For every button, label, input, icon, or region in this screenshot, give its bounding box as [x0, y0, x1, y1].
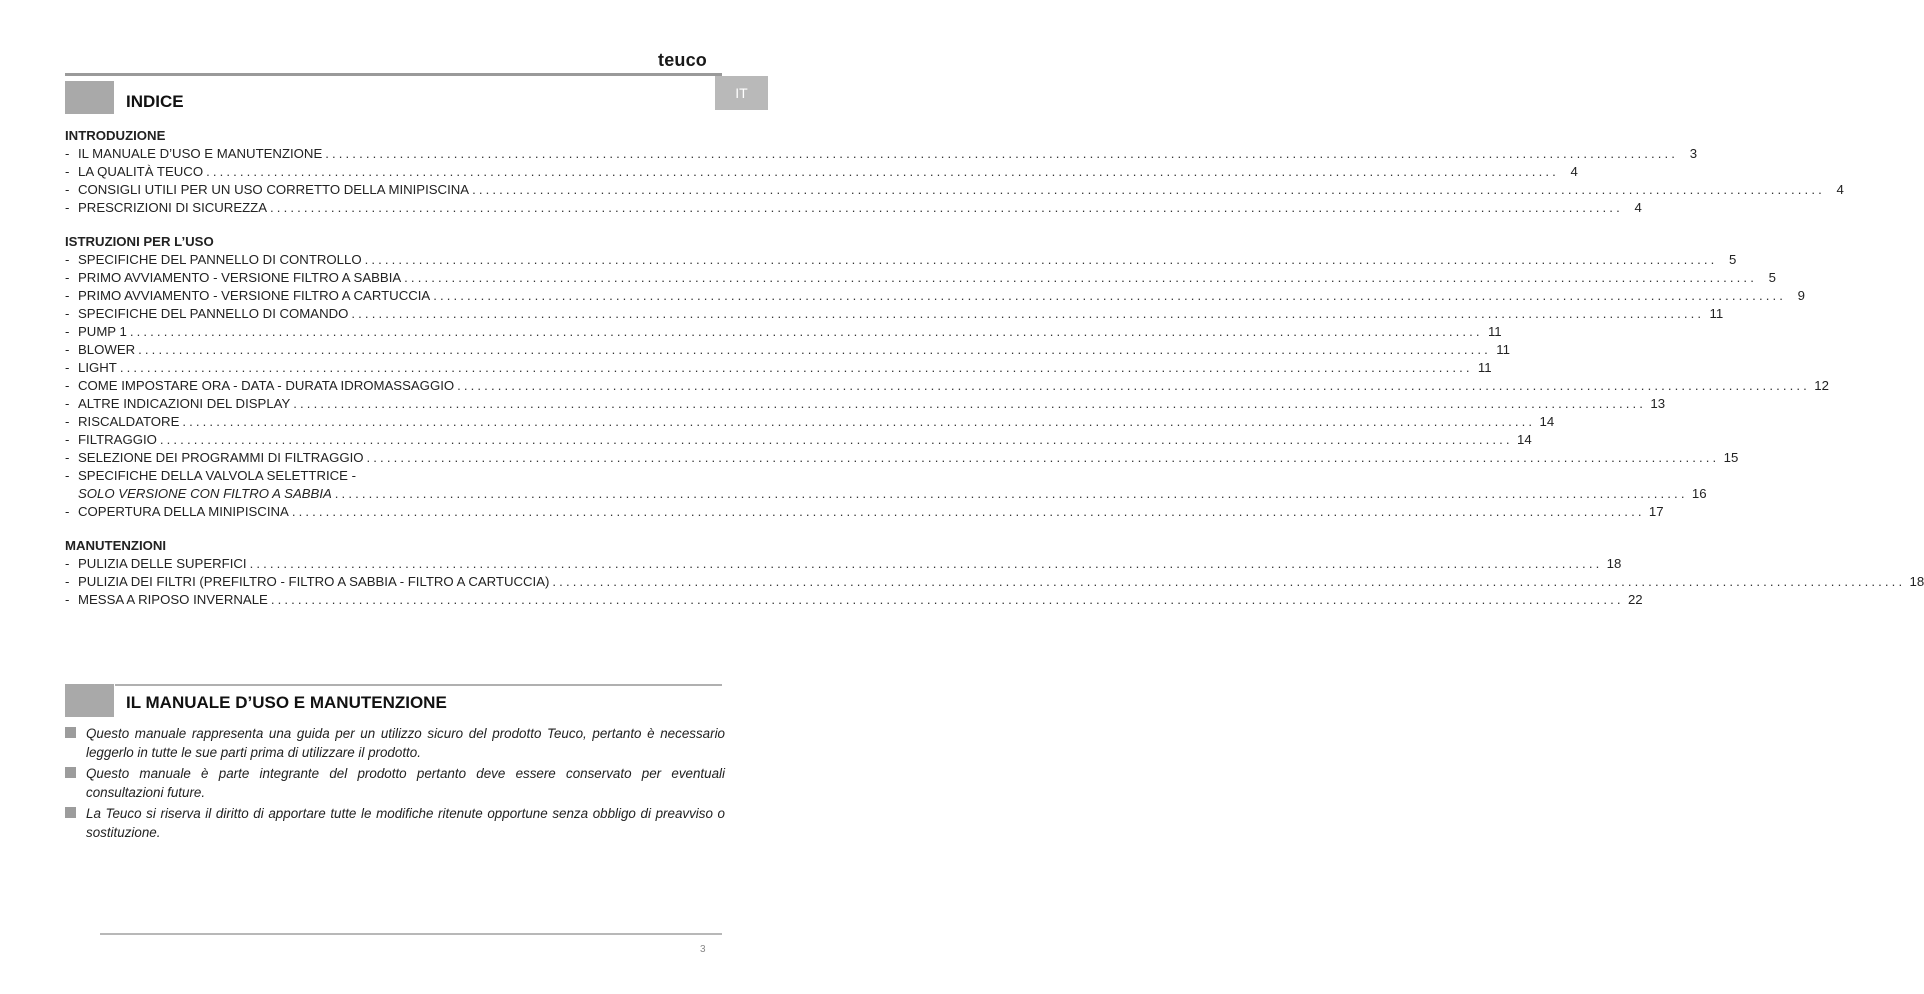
toc-entry-dash: - [65, 432, 70, 447]
toc-entry-label: SPECIFICHE DELLA VALVOLA SELETTRICE - [78, 468, 357, 483]
toc-entry-dash: - [65, 504, 70, 519]
note-text: Questo manuale è parte integrante del prodotto pertanto deve essere conservato per eventuali consultazioni future. [86, 766, 725, 800]
note-text: La Teuco si riserva il diritto di apportare tutte le modifiche ritenute opportune senza obbligo di preavviso o sostituzione. [86, 806, 725, 840]
toc-entry [65, 377, 1829, 395]
toc-entry-label: ALTRE INDICAZIONI DEL DISPLAY [78, 396, 291, 411]
toc-entry-dash: - [65, 146, 70, 161]
toc-leader-dots: ........................................................................................................................................................................................................ [364, 252, 1718, 267]
toc-entry-label: BLOWER [78, 342, 136, 357]
toc-entry-dash: - [65, 270, 70, 285]
brand-logo: teuco [658, 50, 708, 70]
toc-entry-dash: - [65, 378, 70, 393]
toc-leader-dots: ........................................................................................................................................................................................................ [270, 592, 1624, 607]
note-item [65, 764, 725, 802]
table-of-contents [65, 127, 1924, 609]
toc-entry [65, 503, 1664, 521]
toc-entry-page: 16 [1691, 486, 1707, 501]
toc-entry-label: MESSA A RIPOSO INVERNALE [78, 592, 268, 607]
toc-entry-page: 15 [1723, 450, 1739, 465]
toc-leader-dots: ........................................................................................................................................................................................................ [138, 342, 1491, 357]
toc-entry-label: PRIMO AVVIAMENTO - VERSIONE FILTRO A CARTUCCIA [78, 288, 431, 303]
toc-entry-page: 3 [1689, 146, 1698, 161]
toc-entry-dash: - [65, 556, 70, 571]
toc-entry [65, 323, 1502, 341]
toc-entry [65, 591, 1643, 609]
toc-entry-label: SELEZIONE DEI PROGRAMMI DI FILTRAGGIO [78, 450, 364, 465]
toc-entry [65, 199, 1642, 217]
toc-entry [65, 573, 1924, 591]
toc-entry-page: 14 [1517, 432, 1532, 447]
section-marker [65, 81, 114, 114]
toc-entry-page: 4 [1570, 164, 1578, 179]
toc-entry-label: PRESCRIZIONI DI SICUREZZA [78, 200, 268, 215]
toc-entry [65, 467, 713, 485]
page-number: 3 [700, 944, 706, 955]
toc-section-heading: ISTRUZIONI PER L’USO [65, 234, 214, 249]
bullet-square-icon [65, 727, 76, 738]
toc-leader-dots: ........................................................................................................................................................................................................ [249, 556, 1603, 571]
note-text: Questo manuale rappresenta una guida per un utilizzo sicuro del prodotto Teuco, pertanto è necessario leggerlo in tutte le sue parti prima di utilizzare il prodotto. [86, 726, 725, 760]
bullet-square-icon [65, 807, 76, 818]
toc-entry-label: SPECIFICHE DEL PANNELLO DI CONTROLLO [78, 252, 362, 267]
toc-entry-page: 11 [1477, 360, 1492, 375]
note-item [65, 804, 725, 842]
toc-leader-dots: ........................................................................................................................................................................................................ [351, 306, 1705, 321]
toc-leader-dots: ........................................................................................................................................................................................................ [325, 146, 1679, 161]
toc-leader-dots: ........................................................................................................................................................................................................ [291, 504, 1645, 519]
toc-entry-page: 11 [1496, 342, 1510, 357]
toc-entry-page: 17 [1648, 504, 1664, 519]
toc-entry-page: 11 [1487, 324, 1502, 339]
toc-entry-dash: - [65, 592, 70, 607]
toc-leader-dots: ........................................................................................................................................................................................................ [433, 288, 1786, 303]
toc-entry [65, 163, 1578, 181]
toc-entry-dash: - [65, 252, 70, 267]
section-marker [65, 684, 114, 717]
toc-leader-dots: ........................................................................................................................................................................................................ [182, 414, 1536, 429]
toc-entry-label: FILTRAGGIO [78, 432, 157, 447]
toc-leader-dots: ........................................................................................................................................................................................................ [404, 270, 1757, 285]
toc-section-heading: INTRODUZIONE [65, 128, 166, 143]
bullet-square-icon [65, 767, 76, 778]
toc-entry-label: COME IMPOSTARE ORA - DATA - DURATA IDROMASSAGGIO [78, 378, 455, 393]
toc-entry [65, 305, 1724, 323]
toc-entry [65, 181, 1844, 199]
note-item [65, 724, 725, 762]
toc-entry-label: LA QUALITÀ TEUCO [78, 164, 204, 179]
toc-entry-label: COPERTURA DELLA MINIPISCINA [78, 504, 289, 519]
toc-entry-page: 13 [1650, 396, 1666, 411]
toc-entry-page: 18 [1909, 574, 1924, 589]
toc-entry-dash: - [65, 182, 70, 197]
toc-entry-page: 4 [1836, 182, 1844, 197]
toc-leader-dots: ........................................................................................................................................................................................................ [552, 574, 1906, 589]
toc-leader-dots: ........................................................................................................................................................................................................ [119, 360, 1473, 375]
toc-entry-dash: - [65, 306, 70, 321]
toc-entry-label: SOLO VERSIONE CON FILTRO A SABBIA [78, 486, 332, 501]
toc-entry-label: PRIMO AVVIAMENTO - VERSIONE FILTRO A SABBIA [78, 270, 402, 285]
toc-entry [65, 269, 1776, 287]
toc-entry [65, 359, 1492, 377]
toc-leader-dots: ........................................................................................................................................................................................................ [293, 396, 1647, 411]
toc-entry-label: PUMP 1 [78, 324, 127, 339]
language-tab: IT [715, 76, 768, 110]
footer-rule [100, 933, 722, 935]
toc-entry-page: 18 [1606, 556, 1622, 571]
manual-section-title: IL MANUALE D’USO E MANUTENZIONE [126, 693, 447, 712]
toc-entry-page: 22 [1627, 592, 1643, 607]
toc-leader-dots: ........................................................................................................................................................................................................ [129, 324, 1483, 339]
toc-entry-page: 4 [1634, 200, 1642, 215]
toc-entry-dash: - [65, 468, 70, 483]
toc-entry-page: 11 [1709, 306, 1724, 321]
toc-entry-label: IL MANUALE D’USO E MANUTENZIONE [78, 146, 323, 161]
toc-leader-dots: ........................................................................................................................................................................................................ [472, 182, 1825, 197]
toc-entry-page: 9 [1797, 288, 1805, 303]
toc-entry-label: SPECIFICHE DEL PANNELLO DI COMANDO [78, 306, 349, 321]
toc-entry-page: 5 [1768, 270, 1776, 285]
toc-entry-dash: - [65, 164, 70, 179]
toc-entry-page: 14 [1539, 414, 1555, 429]
toc-leader-dots: ........................................................................................................................................................................................................ [334, 486, 1688, 501]
toc-entry-label: PULIZIA DELLE SUPERFICI [78, 556, 247, 571]
toc-entry-dash: - [65, 450, 70, 465]
toc-entry-dash: - [65, 360, 70, 375]
section-rule [115, 684, 722, 686]
toc-entry-label: CONSIGLI UTILI PER UN USO CORRETTO DELLA MINIPISCINA [78, 182, 470, 197]
toc-entry-label: LIGHT [78, 360, 117, 375]
toc-entry [65, 413, 1555, 431]
toc-leader-dots: ........................................................................................................................................................................................................ [457, 378, 1810, 393]
toc-entry-page: 12 [1814, 378, 1829, 393]
header-rule [65, 73, 722, 76]
toc-entry-dash: - [65, 288, 70, 303]
toc-entry [65, 145, 1698, 163]
toc-entry [65, 431, 1532, 449]
toc-entry [65, 449, 1739, 467]
toc-section-heading: MANUTENZIONI [65, 538, 167, 553]
toc-entry [65, 341, 1510, 359]
toc-entry-dash: - [65, 324, 70, 339]
toc-entry-label: RISCALDATORE [78, 414, 180, 429]
toc-entry [65, 485, 1707, 503]
toc-entry-dash: - [65, 200, 70, 215]
toc-entry [65, 287, 1805, 305]
toc-entry-dash: - [65, 414, 70, 429]
toc-leader-dots: ........................................................................................................................................................................................................ [366, 450, 1720, 465]
toc-leader-dots: ........................................................................................................................................................................................................ [270, 200, 1623, 215]
toc-entry-label: PULIZIA DEI FILTRI (PREFILTRO - FILTRO A SABBIA - FILTRO A CARTUCCIA) [78, 574, 550, 589]
manual-notes [65, 724, 725, 844]
toc-entry [65, 251, 1737, 269]
toc-leader-dots: ........................................................................................................................................................................................................ [159, 432, 1513, 447]
index-title: INDICE [126, 92, 184, 111]
toc-entry-dash: - [65, 574, 70, 589]
toc-leader-dots: ........................................................................................................................................................................................................ [206, 164, 1559, 179]
toc-entry-dash: - [65, 396, 70, 411]
toc-entry [65, 555, 1622, 573]
toc-entry-page: 5 [1729, 252, 1737, 267]
toc-entry [65, 395, 1666, 413]
toc-entry-dash: - [65, 342, 70, 357]
